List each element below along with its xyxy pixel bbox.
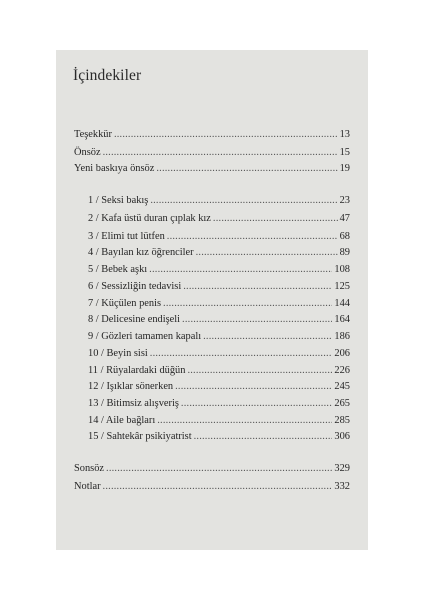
toc-entry-page: 125 xyxy=(334,281,350,292)
toc-entry-page: 23 xyxy=(339,195,350,206)
toc-chapter-1 xyxy=(88,195,350,206)
toc-entry-page: 226 xyxy=(334,365,350,376)
toc-entry-page: 332 xyxy=(334,481,350,492)
toc-leader-dots xyxy=(167,231,338,242)
toc-entry-label: 13 / Bitimsiz alışveriş xyxy=(88,398,179,409)
toc-chapter-14 xyxy=(88,415,350,426)
toc-entry-label: 4 / Bayılan kız öğrenciler xyxy=(88,247,194,258)
toc-leader-dots xyxy=(149,264,332,275)
toc-leader-dots xyxy=(114,129,338,140)
toc-entry-label: 15 / Sahtekâr psikiyatrist xyxy=(88,431,192,442)
toc-chapter-3 xyxy=(88,231,350,242)
toc-leader-dots xyxy=(106,463,332,474)
toc-entry-label: 3 / Elimi tut lütfen xyxy=(88,231,165,242)
toc-entry-label: 8 / Delicesine endişeli xyxy=(88,314,181,325)
toc-chapter-7 xyxy=(88,298,350,309)
toc-leader-dots xyxy=(182,314,332,325)
toc-entry-label: Önsöz xyxy=(74,147,101,158)
toc-entry-label: 14 / Aile bağları xyxy=(88,415,156,426)
toc-leader-dots xyxy=(175,381,332,392)
toc-leader-dots xyxy=(163,298,332,309)
toc-leader-dots xyxy=(203,331,332,342)
toc-entry-page: 144 xyxy=(334,298,350,309)
toc-chapter-4 xyxy=(88,247,350,258)
toc-chapter-15 xyxy=(88,431,350,442)
toc-chapter-6 xyxy=(88,281,350,292)
toc-entry-page: 13 xyxy=(339,129,350,140)
toc-entry-label: 6 / Sessizliğin tedavisi xyxy=(88,281,182,292)
toc-leader-dots xyxy=(103,147,338,158)
toc-entry-label: 1 / Seksi bakış xyxy=(88,195,149,206)
toc-leader-dots xyxy=(213,213,338,224)
toc-entry-tesekkur xyxy=(74,129,350,140)
toc-entry-page: 47 xyxy=(339,213,350,224)
toc-entry-page: 306 xyxy=(334,431,350,442)
toc-leader-dots xyxy=(103,481,333,492)
toc-entry-page: 265 xyxy=(334,398,350,409)
toc-leader-dots xyxy=(157,415,332,426)
toc-entry-page: 329 xyxy=(334,463,350,474)
toc-leader-dots xyxy=(150,348,333,359)
toc-chapter-5 xyxy=(88,264,350,275)
toc-entry-label: 2 / Kafa üstü duran çıplak kız xyxy=(88,213,211,224)
toc-entry-page: 186 xyxy=(334,331,350,342)
toc-entry-onsoz xyxy=(74,147,350,158)
book-page xyxy=(56,50,368,550)
toc-entry-label: 9 / Gözleri tamamen kapalı xyxy=(88,331,202,342)
toc-entry-label: 10 / Beyin sisi xyxy=(88,348,148,359)
toc-entry-page: 108 xyxy=(334,264,350,275)
toc-chapter-9 xyxy=(88,331,350,342)
toc-entry-label: 11 / Rüyalardaki düğün xyxy=(88,365,186,376)
toc-entry-page: 19 xyxy=(339,163,350,174)
toc-entry-notlar xyxy=(74,481,350,492)
toc-leader-dots xyxy=(150,195,337,206)
toc-leader-dots xyxy=(187,365,332,376)
toc-entry-label: Yeni baskıya önsöz xyxy=(74,163,155,174)
toc-chapter-8 xyxy=(88,314,350,325)
page-title: İçindekiler xyxy=(73,67,142,84)
toc-entry-label: 5 / Bebek aşkı xyxy=(88,264,148,275)
toc-entry-page: 15 xyxy=(339,147,350,158)
toc-entry-page: 206 xyxy=(334,348,350,359)
toc-chapter-10 xyxy=(88,348,350,359)
toc-entry-label: 12 / Işıklar sönerken xyxy=(88,381,174,392)
toc-entry-page: 89 xyxy=(339,247,350,258)
toc-leader-dots xyxy=(194,431,333,442)
toc-chapter-11 xyxy=(88,365,350,376)
toc-leader-dots xyxy=(183,281,332,292)
toc-chapter-2 xyxy=(88,213,350,224)
toc-entry-page: 164 xyxy=(334,314,350,325)
toc-leader-dots xyxy=(196,247,338,258)
toc-entry-page: 68 xyxy=(339,231,350,242)
toc-chapter-12 xyxy=(88,381,350,392)
toc-chapter-13 xyxy=(88,398,350,409)
toc-entry-page: 245 xyxy=(334,381,350,392)
toc-entry-sonsoz xyxy=(74,463,350,474)
toc-entry-label: Teşekkür xyxy=(74,129,112,140)
toc-entry-label: Notlar xyxy=(74,481,101,492)
toc-entry-label: Sonsöz xyxy=(74,463,105,474)
toc-leader-dots xyxy=(181,398,332,409)
toc-leader-dots xyxy=(156,163,337,174)
toc-entry-page: 285 xyxy=(334,415,350,426)
toc-entry-yeni-baskiya-onsoz xyxy=(74,163,350,174)
toc-entry-label: 7 / Küçülen penis xyxy=(88,298,162,309)
